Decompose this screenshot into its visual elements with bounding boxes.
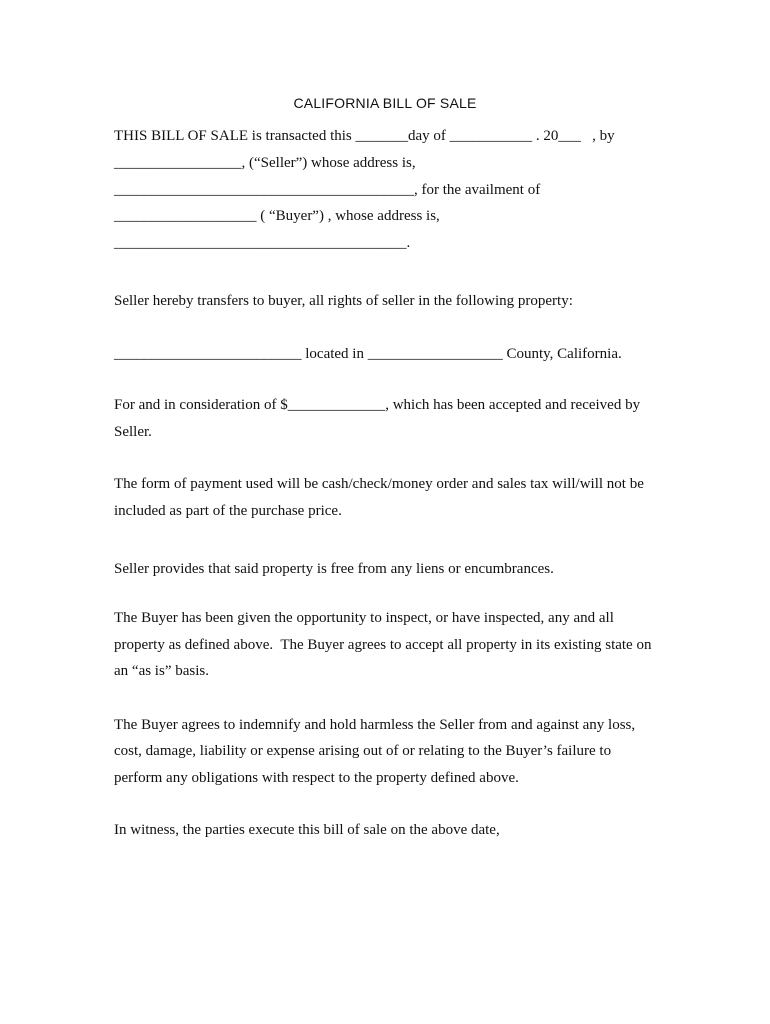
witness-paragraph: In witness, the parties execute this bill of sale on the above date, [114, 822, 500, 838]
liens-paragraph: Seller provides that said property is free from any liens or encumbrances. [114, 561, 554, 577]
indemnify-line-2: cost, damage, liability or expense arising out of or relating to the Buyer’s failure to [114, 743, 612, 759]
consideration-line-2: Seller. [114, 424, 152, 440]
indemnify-line-3: perform any obligations with respect to the property defined above. [114, 770, 519, 786]
intro-line-2: _________________, (“Seller”) whose address is, [114, 155, 416, 171]
intro-line-4: ___________________ ( “Buyer”) , whose address is, [114, 208, 440, 224]
transfer-paragraph: Seller hereby transfers to buyer, all rights of seller in the following property: [114, 293, 573, 309]
document-title: CALIFORNIA BILL OF SALE [293, 95, 477, 111]
consideration-line-1: For and in consideration of $_____________, which has been accepted and received by [114, 397, 641, 413]
payment-line-1: The form of payment used will be cash/check/money order and sales tax will/will not be [114, 476, 644, 492]
inspection-line-2: property as defined above. The Buyer agrees to accept all property in its existing state on [114, 637, 652, 653]
inspection-line-3: an “as is” basis. [114, 663, 209, 679]
intro-line-3: ________________________________________, for the availment of [114, 182, 541, 198]
intro-line-5: _______________________________________. [114, 235, 411, 251]
intro-line-1: THIS BILL OF SALE is transacted this _______day of ___________ . 20___ , by [114, 128, 615, 144]
location-line: _________________________ located in __________________ County, California. [114, 346, 622, 362]
payment-line-2: included as part of the purchase price. [114, 503, 342, 519]
indemnify-line-1: The Buyer agrees to indemnify and hold harmless the Seller from and against any loss, [114, 717, 636, 733]
inspection-line-1: The Buyer has been given the opportunity to inspect, or have inspected, any and all [114, 610, 614, 626]
